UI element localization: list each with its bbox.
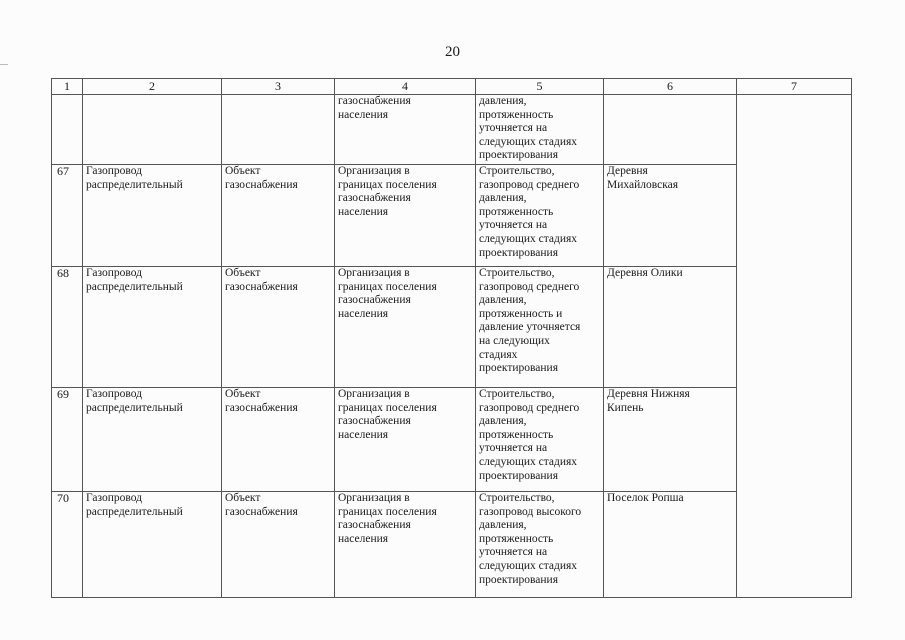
cell-line: Деревня <box>607 165 648 177</box>
cell-line: Газопровод <box>86 267 142 279</box>
cell-line: границах поселения <box>338 505 437 518</box>
cell-line: протяженность <box>479 108 554 121</box>
cell-line: Строительство, <box>479 388 555 400</box>
cell-name <box>83 492 222 598</box>
cell-line: населения <box>338 205 389 218</box>
cell-line: на следующих <box>479 334 550 347</box>
header-col-3: 3 <box>222 79 335 95</box>
cell-line: газопровод среднего <box>479 178 580 191</box>
cell-line: газоснабжения <box>338 519 411 532</box>
cell-location <box>604 267 737 388</box>
cell-line: газоснабжения <box>225 401 298 414</box>
cell-line: Организация в <box>338 388 410 400</box>
cell-characteristics <box>476 165 604 267</box>
cell-characteristics <box>476 95 604 165</box>
cell-line: газоснабжения <box>338 95 411 107</box>
cell-line: распределительный <box>86 401 183 414</box>
header-col-7: 7 <box>737 79 852 95</box>
cell-name <box>83 388 222 492</box>
cell-line: Газопровод <box>86 492 142 504</box>
table-row <box>52 267 852 388</box>
header-row <box>52 79 852 95</box>
cell-line: Организация в <box>338 267 410 279</box>
cell-line: Поселок Ропша <box>607 492 684 504</box>
cell-line: Объект <box>225 165 261 177</box>
cell-line: уточняется на <box>479 122 548 135</box>
cell-characteristics <box>476 267 604 388</box>
header-col-5: 5 <box>476 79 604 95</box>
cell-line: распределительный <box>86 178 183 191</box>
cell-line: проектирования <box>479 149 558 162</box>
cell-line: протяженность и <box>479 307 563 320</box>
cell-type <box>222 165 335 267</box>
gas-objects-table <box>51 78 852 598</box>
cell-characteristics <box>476 492 604 598</box>
cell-line: следующих стадиях <box>479 559 578 572</box>
cell-line: уточняется на <box>479 546 548 559</box>
cell-num: 69 <box>52 388 83 492</box>
cell-line: газоснабжения <box>338 294 411 307</box>
cell-line: Строительство, <box>479 267 555 279</box>
cell-line: проектирования <box>479 469 558 482</box>
header-col-6: 6 <box>604 79 737 95</box>
cell-line: Михайловская <box>607 178 678 191</box>
cell-line: газоснабжения <box>338 192 411 205</box>
cell-line: давления, <box>479 192 527 205</box>
cell-line: давления, <box>479 294 527 307</box>
cell-location <box>604 388 737 492</box>
cell-line: Объект <box>225 267 261 279</box>
cell-characteristics <box>476 388 604 492</box>
scan-margin-mark <box>0 64 8 65</box>
cell-location <box>604 95 737 165</box>
cell-line: Кипень <box>607 401 644 414</box>
cell-line: протяженность <box>479 532 554 545</box>
cell-line: распределительный <box>86 280 183 293</box>
cell-line: Объект <box>225 492 261 504</box>
cell-line: населения <box>338 307 389 320</box>
cell-line: Организация в <box>338 492 410 504</box>
page-number: 20 <box>445 44 460 60</box>
table-row <box>52 492 852 598</box>
table-row <box>52 388 852 492</box>
cell-line: давления, <box>479 415 527 428</box>
cell-line: проектирования <box>479 246 558 259</box>
cell-line: газопровод высокого <box>479 505 582 518</box>
cell-line: проектирования <box>479 362 558 375</box>
cell-location <box>604 492 737 598</box>
cell-purpose <box>335 388 476 492</box>
cell-line: населения <box>338 532 389 545</box>
cell-line: границах поселения <box>338 280 437 293</box>
header-col-1: 1 <box>52 79 83 95</box>
cell-line: населения <box>338 108 389 121</box>
cell-num <box>52 95 83 165</box>
cell-purpose <box>335 492 476 598</box>
header-col-4: 4 <box>335 79 476 95</box>
cell-line: Строительство, <box>479 165 555 177</box>
cell-line: давления, <box>479 95 527 107</box>
cell-line: Газопровод <box>86 165 142 177</box>
cell-line: давления, <box>479 519 527 532</box>
cell-line: стадиях <box>479 348 518 361</box>
table-row <box>52 165 852 267</box>
cell-line: газоснабжения <box>225 178 298 191</box>
cell-line: газопровод среднего <box>479 401 580 414</box>
cell-location <box>604 165 737 267</box>
cell-line: населения <box>338 428 389 441</box>
cell-line: Газопровод <box>86 388 142 400</box>
cell-line: проектирования <box>479 573 558 586</box>
cell-line: Строительство, <box>479 492 555 504</box>
cell-num: 68 <box>52 267 83 388</box>
cell-line: Объект <box>225 388 261 400</box>
cell-num: 70 <box>52 492 83 598</box>
cell-line: Деревня Нижняя <box>607 388 690 400</box>
cell-line: границах поселения <box>338 401 437 414</box>
header-col-2: 2 <box>83 79 222 95</box>
cell-line: уточняется на <box>479 442 548 455</box>
cell-name <box>83 267 222 388</box>
cell-line: давление уточняется <box>479 321 581 334</box>
cell-line: протяженность <box>479 428 554 441</box>
cell-type <box>222 95 335 165</box>
cell-type <box>222 267 335 388</box>
cell-name <box>83 95 222 165</box>
cell-name <box>83 165 222 267</box>
cell-line: протяженность <box>479 205 554 218</box>
cell-line: Организация в <box>338 165 410 177</box>
cell-line: газоснабжения <box>225 505 298 518</box>
cell-num: 67 <box>52 165 83 267</box>
cell-purpose <box>335 267 476 388</box>
cell-line: газопровод среднего <box>479 280 580 293</box>
cell-line: уточняется на <box>479 219 548 232</box>
cell-purpose <box>335 165 476 267</box>
cell-purpose <box>335 95 476 165</box>
cell-line: газоснабжения <box>225 280 298 293</box>
cell-line: границах поселения <box>338 178 437 191</box>
cell-type <box>222 388 335 492</box>
cell-col7-merged <box>737 95 852 598</box>
cell-line: распределительный <box>86 505 183 518</box>
cell-line: Деревня Олики <box>607 267 683 279</box>
table-row-continuation <box>52 95 852 165</box>
cell-line: следующих стадиях <box>479 232 578 245</box>
cell-line: газоснабжения <box>338 415 411 428</box>
cell-line: следующих стадиях <box>479 455 578 468</box>
cell-type <box>222 492 335 598</box>
cell-line: следующих стадиях <box>479 135 578 148</box>
